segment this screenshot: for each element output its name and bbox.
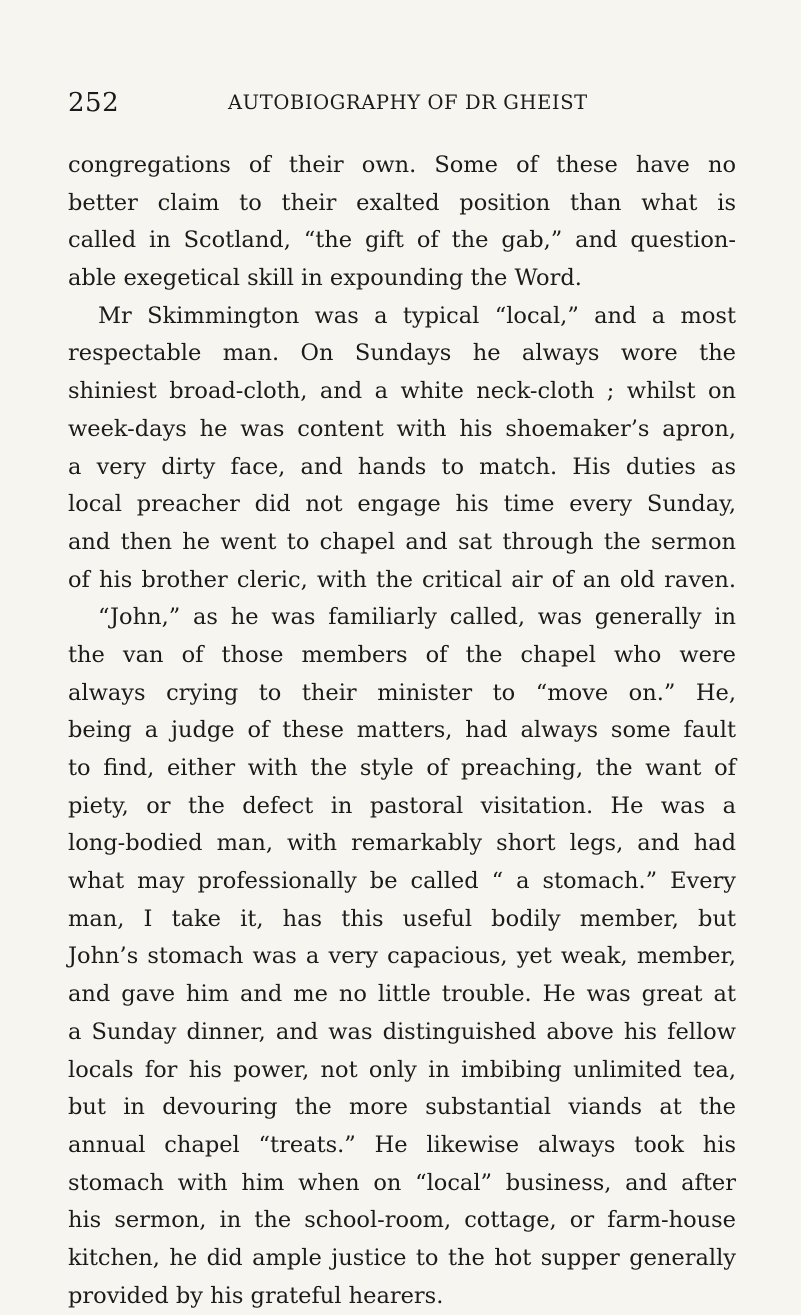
text-line: able exegetical skill in expounding the Word.: [68, 265, 582, 292]
text-line: better claim to their exalted position than what is: [68, 189, 736, 216]
text-line: but in devouring the more substantial viands at the: [68, 1094, 736, 1121]
text-line: the van of those members of the chapel who were: [68, 641, 736, 668]
text-line: Mr Skimmington was a typical “local,” and a most: [98, 302, 736, 329]
text-line: of his brother cleric, with the critical air of an old raven.: [68, 566, 736, 593]
text-line: always crying to their minister to “move on.” He,: [68, 679, 736, 706]
text-line: stomach with him when on “local” business, and after: [68, 1169, 736, 1196]
text-line: to find, either with the style of preaching, the want of: [68, 755, 736, 781]
text-line: annual chapel “treats.” He likewise always took his: [68, 1131, 736, 1158]
text-line: local preacher did not engage his time every Sunday,: [68, 491, 736, 518]
text-line: piety, or the defect in pastoral visitation. He was a: [68, 792, 736, 819]
text-line: what may professionally be called “ a stomach.” Every: [68, 868, 736, 895]
text-line: a Sunday dinner, and was distinguished above his fellow: [68, 1018, 736, 1045]
running-head: [68, 88, 736, 122]
text-line: respectable man. On Sundays he always wore the: [68, 340, 736, 367]
text-line: locals for his power, not only in imbibing unlimited tea,: [68, 1056, 736, 1083]
text-line: “John,” as he was familiarly called, was generally in: [98, 604, 736, 631]
running-title: AUTOBIOGRAPHY OF DR GHEIST: [228, 91, 588, 114]
text-line: John’s stomach was a very capacious, yet weak, member,: [68, 943, 736, 970]
text-line: shiniest broad-cloth, and a white neck-cloth ; whilst on: [68, 378, 736, 405]
text-line: man, I take it, has this useful bodily member, but: [68, 905, 736, 932]
page-number: 252: [68, 88, 120, 118]
text-line: week-days he was content with his shoemaker’s apron,: [68, 415, 736, 442]
text-line: kitchen, he did ample justice to the hot supper generally: [68, 1244, 736, 1271]
text-line: his sermon, in the school-room, cottage, or farm-house: [68, 1207, 736, 1234]
text-line: and then he went to chapel and sat through the sermon: [68, 528, 736, 555]
text-line: provided by his grateful hearers.: [68, 1282, 444, 1309]
text-line: being a judge of these matters, had always some fault: [68, 717, 736, 744]
text-line: congregations of their own. Some of these have no: [68, 152, 736, 178]
text-line: called in Scotland, “the gift of the gab,” and question-: [68, 227, 736, 254]
text-line: and gave him and me no little trouble. He was great at: [68, 981, 736, 1008]
text-line: a very dirty face, and hands to match. His duties as: [68, 453, 736, 480]
text-line: long-bodied man, with remarkably short legs, and had: [68, 830, 736, 857]
body-text: [68, 147, 736, 1315]
